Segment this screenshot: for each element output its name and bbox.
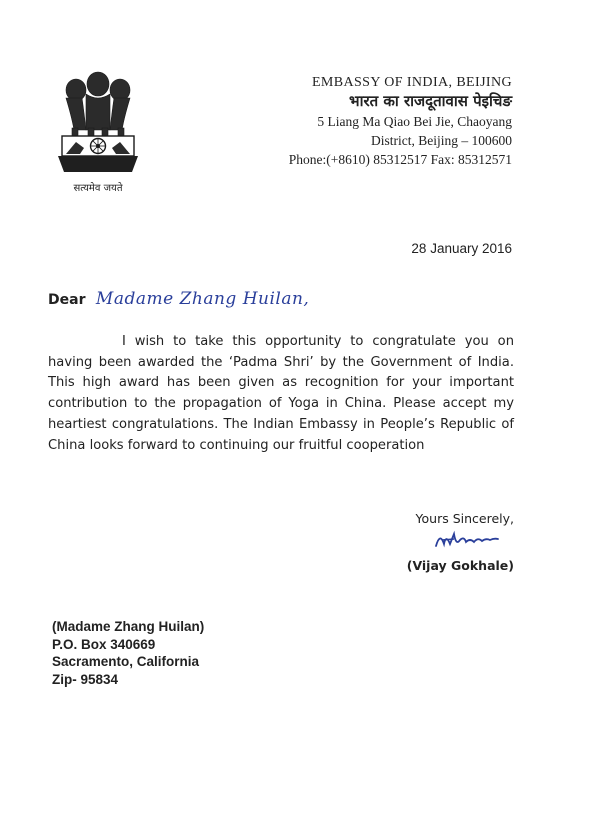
letterhead	[242, 74, 512, 169]
handwritten-recipient-name: Madame Zhang Huilan,	[95, 289, 310, 309]
embassy-name: EMBASSY OF INDIA, BEIJING	[311, 75, 512, 90]
letter-date: 28 January 2016	[411, 241, 512, 256]
signer-name: (Vijay Gokhale)	[406, 558, 514, 573]
embassy-name-hindi: भारत का राजदूतावास पेइचिङ	[349, 92, 512, 110]
emblem-motto: सत्यमेव जयते	[73, 183, 123, 194]
salutation	[48, 289, 309, 309]
signature-icon	[432, 528, 502, 552]
recipient-line-2: P.O. Box 340669	[52, 636, 156, 652]
contact-line: Phone:(+8610) 85312517 Fax: 85312571	[288, 152, 512, 167]
recipient-line-4: Zip- 95834	[52, 671, 119, 687]
national-emblem-icon	[52, 68, 144, 176]
address-line-1: 5 Liang Ma Qiao Bei Jie, Chaoyang	[317, 114, 512, 129]
address-line-2: District, Beijing – 100600	[371, 133, 512, 148]
recipient-line-3: Sacramento, California	[52, 654, 200, 669]
recipient-address	[52, 618, 204, 688]
recipient-line-1: (Madame Zhang Huilan)	[52, 619, 205, 634]
closing: Yours Sincerely,	[415, 511, 514, 526]
letter-body: I wish to take this opportunity to congratulate you on having been awarded the ‘Padma Shri’ by the Government of India. This high award has been given as recognition for your important contribution to the propagation of Yoga in China. Please accept my heartiest congratulations. The Indian Embassy in People’s Republic of China looks forward to continuing our fruitful cooperation	[48, 334, 514, 453]
salutation-word: Dear	[48, 292, 86, 308]
